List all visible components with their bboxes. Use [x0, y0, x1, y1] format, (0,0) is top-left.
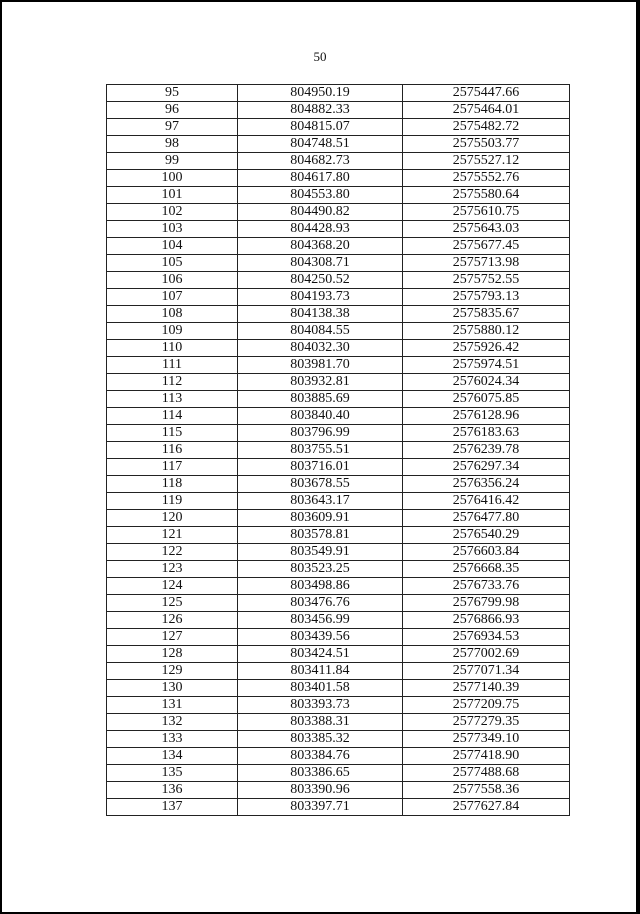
y-coordinate-cell: 2577349.10 [403, 731, 570, 748]
table-row [107, 442, 570, 459]
point-number-cell: 109 [107, 323, 238, 340]
y-coordinate-cell: 2576866.93 [403, 612, 570, 629]
x-coordinate-cell: 804308.71 [238, 255, 403, 272]
point-number-cell: 116 [107, 442, 238, 459]
x-coordinate-cell: 803386.65 [238, 765, 403, 782]
y-coordinate-cell: 2576477.80 [403, 510, 570, 527]
page-number: 50 [313, 49, 327, 64]
table-row [107, 527, 570, 544]
point-number-cell: 114 [107, 408, 238, 425]
coordinate-table [106, 84, 570, 816]
x-coordinate-cell: 803388.31 [238, 714, 403, 731]
coordinate-table-body [107, 85, 570, 816]
point-number-cell: 119 [107, 493, 238, 510]
point-number-cell: 118 [107, 476, 238, 493]
y-coordinate-cell: 2576934.53 [403, 629, 570, 646]
point-number-cell: 107 [107, 289, 238, 306]
point-number-cell: 123 [107, 561, 238, 578]
y-coordinate-cell: 2576183.63 [403, 425, 570, 442]
x-coordinate-cell: 803981.70 [238, 357, 403, 374]
point-number-cell: 103 [107, 221, 238, 238]
x-coordinate-cell: 803393.73 [238, 697, 403, 714]
point-number-cell: 125 [107, 595, 238, 612]
point-number-cell: 111 [107, 357, 238, 374]
y-coordinate-cell: 2575643.03 [403, 221, 570, 238]
y-coordinate-cell: 2576799.98 [403, 595, 570, 612]
y-coordinate-cell: 2575482.72 [403, 119, 570, 136]
y-coordinate-cell: 2577558.36 [403, 782, 570, 799]
x-coordinate-cell: 803755.51 [238, 442, 403, 459]
point-number-cell: 95 [107, 85, 238, 102]
point-number-cell: 131 [107, 697, 238, 714]
y-coordinate-cell: 2576668.35 [403, 561, 570, 578]
y-coordinate-cell: 2575580.64 [403, 187, 570, 204]
x-coordinate-cell: 803549.91 [238, 544, 403, 561]
table-row [107, 357, 570, 374]
x-coordinate-cell: 803678.55 [238, 476, 403, 493]
y-coordinate-cell: 2576733.76 [403, 578, 570, 595]
point-number-cell: 108 [107, 306, 238, 323]
x-coordinate-cell: 803885.69 [238, 391, 403, 408]
y-coordinate-cell: 2576356.24 [403, 476, 570, 493]
y-coordinate-cell: 2577140.39 [403, 680, 570, 697]
x-coordinate-cell: 804490.82 [238, 204, 403, 221]
table-row [107, 748, 570, 765]
point-number-cell: 115 [107, 425, 238, 442]
table-row [107, 714, 570, 731]
x-coordinate-cell: 803840.40 [238, 408, 403, 425]
x-coordinate-cell: 803932.81 [238, 374, 403, 391]
table-row [107, 289, 570, 306]
point-number-cell: 110 [107, 340, 238, 357]
x-coordinate-cell: 804815.07 [238, 119, 403, 136]
table-row [107, 323, 570, 340]
x-coordinate-cell: 804882.33 [238, 102, 403, 119]
table-row [107, 612, 570, 629]
table-row [107, 561, 570, 578]
table-row [107, 697, 570, 714]
table-row [107, 204, 570, 221]
y-coordinate-cell: 2576075.85 [403, 391, 570, 408]
point-number-cell: 121 [107, 527, 238, 544]
point-number-cell: 120 [107, 510, 238, 527]
y-coordinate-cell: 2575752.55 [403, 272, 570, 289]
point-number-cell: 124 [107, 578, 238, 595]
table-row [107, 272, 570, 289]
x-coordinate-cell: 804950.19 [238, 85, 403, 102]
y-coordinate-cell: 2576416.42 [403, 493, 570, 510]
y-coordinate-cell: 2575926.42 [403, 340, 570, 357]
x-coordinate-cell: 803411.84 [238, 663, 403, 680]
table-row [107, 136, 570, 153]
x-coordinate-cell: 803578.81 [238, 527, 403, 544]
point-number-cell: 104 [107, 238, 238, 255]
table-row [107, 170, 570, 187]
point-number-cell: 136 [107, 782, 238, 799]
point-number-cell: 99 [107, 153, 238, 170]
table-row [107, 153, 570, 170]
table-row [107, 578, 570, 595]
table-row [107, 782, 570, 799]
table-row [107, 238, 570, 255]
x-coordinate-cell: 803476.76 [238, 595, 403, 612]
point-number-cell: 98 [107, 136, 238, 153]
point-number-cell: 96 [107, 102, 238, 119]
x-coordinate-cell: 803385.32 [238, 731, 403, 748]
x-coordinate-cell: 804553.80 [238, 187, 403, 204]
x-coordinate-cell: 803796.99 [238, 425, 403, 442]
table-row [107, 102, 570, 119]
table-row [107, 731, 570, 748]
point-number-cell: 129 [107, 663, 238, 680]
x-coordinate-cell: 803456.99 [238, 612, 403, 629]
y-coordinate-cell: 2576024.34 [403, 374, 570, 391]
y-coordinate-cell: 2577002.69 [403, 646, 570, 663]
x-coordinate-cell: 804748.51 [238, 136, 403, 153]
y-coordinate-cell: 2576239.78 [403, 442, 570, 459]
point-number-cell: 105 [107, 255, 238, 272]
table-row [107, 765, 570, 782]
table-row [107, 187, 570, 204]
x-coordinate-cell: 803439.56 [238, 629, 403, 646]
point-number-cell: 97 [107, 119, 238, 136]
point-number-cell: 100 [107, 170, 238, 187]
y-coordinate-cell: 2575793.13 [403, 289, 570, 306]
x-coordinate-cell: 803609.91 [238, 510, 403, 527]
x-coordinate-cell: 803498.86 [238, 578, 403, 595]
x-coordinate-cell: 804032.30 [238, 340, 403, 357]
y-coordinate-cell: 2577488.68 [403, 765, 570, 782]
x-coordinate-cell: 804250.52 [238, 272, 403, 289]
x-coordinate-cell: 804084.55 [238, 323, 403, 340]
x-coordinate-cell: 803384.76 [238, 748, 403, 765]
table-row [107, 408, 570, 425]
y-coordinate-cell: 2577418.90 [403, 748, 570, 765]
y-coordinate-cell: 2575677.45 [403, 238, 570, 255]
y-coordinate-cell: 2576128.96 [403, 408, 570, 425]
point-number-cell: 133 [107, 731, 238, 748]
table-row [107, 646, 570, 663]
table-row [107, 476, 570, 493]
point-number-cell: 135 [107, 765, 238, 782]
y-coordinate-cell: 2575974.51 [403, 357, 570, 374]
y-coordinate-cell: 2575880.12 [403, 323, 570, 340]
point-number-cell: 122 [107, 544, 238, 561]
point-number-cell: 117 [107, 459, 238, 476]
y-coordinate-cell: 2575552.76 [403, 170, 570, 187]
point-number-cell: 113 [107, 391, 238, 408]
point-number-cell: 127 [107, 629, 238, 646]
table-row [107, 493, 570, 510]
table-row [107, 595, 570, 612]
table-row [107, 119, 570, 136]
table-row [107, 799, 570, 816]
point-number-cell: 130 [107, 680, 238, 697]
table-row [107, 340, 570, 357]
table-row [107, 425, 570, 442]
y-coordinate-cell: 2577209.75 [403, 697, 570, 714]
x-coordinate-cell: 803716.01 [238, 459, 403, 476]
y-coordinate-cell: 2575713.98 [403, 255, 570, 272]
table-row [107, 544, 570, 561]
point-number-cell: 126 [107, 612, 238, 629]
y-coordinate-cell: 2575464.01 [403, 102, 570, 119]
x-coordinate-cell: 803390.96 [238, 782, 403, 799]
x-coordinate-cell: 804368.20 [238, 238, 403, 255]
y-coordinate-cell: 2575835.67 [403, 306, 570, 323]
y-coordinate-cell: 2577627.84 [403, 799, 570, 816]
point-number-cell: 128 [107, 646, 238, 663]
x-coordinate-cell: 803397.71 [238, 799, 403, 816]
y-coordinate-cell: 2577071.34 [403, 663, 570, 680]
point-number-cell: 112 [107, 374, 238, 391]
point-number-cell: 137 [107, 799, 238, 816]
table-row [107, 85, 570, 102]
point-number-cell: 102 [107, 204, 238, 221]
x-coordinate-cell: 804428.93 [238, 221, 403, 238]
x-coordinate-cell: 804193.73 [238, 289, 403, 306]
x-coordinate-cell: 804138.38 [238, 306, 403, 323]
table-row [107, 663, 570, 680]
point-number-cell: 132 [107, 714, 238, 731]
y-coordinate-cell: 2575610.75 [403, 204, 570, 221]
table-row [107, 255, 570, 272]
x-coordinate-cell: 803424.51 [238, 646, 403, 663]
table-row [107, 221, 570, 238]
table-row [107, 680, 570, 697]
y-coordinate-cell: 2576540.29 [403, 527, 570, 544]
y-coordinate-cell: 2575503.77 [403, 136, 570, 153]
y-coordinate-cell: 2576297.34 [403, 459, 570, 476]
x-coordinate-cell: 803401.58 [238, 680, 403, 697]
point-number-cell: 134 [107, 748, 238, 765]
table-row [107, 374, 570, 391]
x-coordinate-cell: 804682.73 [238, 153, 403, 170]
point-number-cell: 106 [107, 272, 238, 289]
table-row [107, 306, 570, 323]
x-coordinate-cell: 803523.25 [238, 561, 403, 578]
y-coordinate-cell: 2575527.12 [403, 153, 570, 170]
table-row [107, 391, 570, 408]
x-coordinate-cell: 804617.80 [238, 170, 403, 187]
table-row [107, 459, 570, 476]
y-coordinate-cell: 2575447.66 [403, 85, 570, 102]
table-row [107, 629, 570, 646]
y-coordinate-cell: 2576603.84 [403, 544, 570, 561]
point-number-cell: 101 [107, 187, 238, 204]
y-coordinate-cell: 2577279.35 [403, 714, 570, 731]
x-coordinate-cell: 803643.17 [238, 493, 403, 510]
table-row [107, 510, 570, 527]
